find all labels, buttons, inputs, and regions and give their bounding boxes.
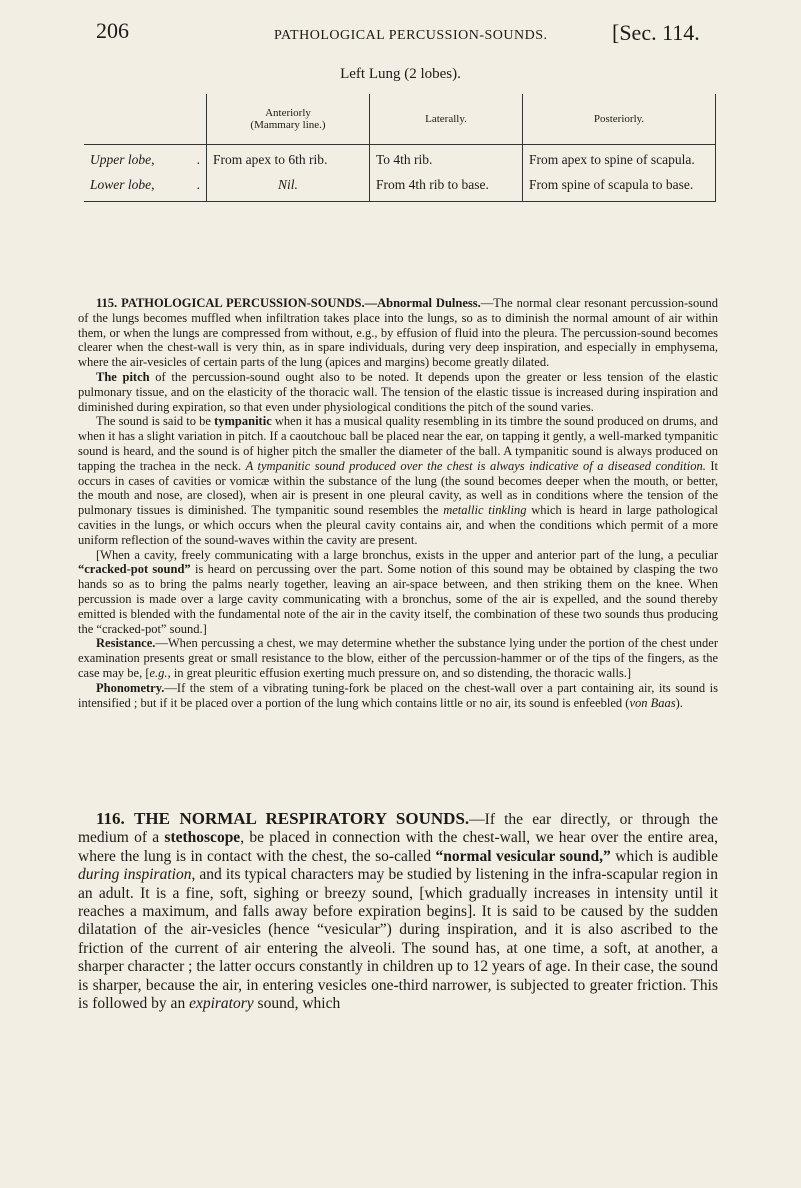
paragraph-text: The sound is said to be: [96, 414, 215, 429]
paragraph: [78, 414, 718, 547]
section-heading: 116. THE NORMAL RESPIRATORY SOUNDS.: [96, 809, 470, 828]
paragraph: [78, 681, 718, 711]
posterior-cell: From spine of scapula to base.: [523, 170, 716, 202]
italic-text: A tympanitic sound produced over the chest is always indicative of a diseased condition.: [245, 458, 706, 473]
keyword: “normal vesicular sound,”: [435, 847, 611, 865]
posterior-cell: From apex to spine of scapula.: [523, 145, 716, 171]
paragraph: [78, 296, 718, 370]
keyword: Phonometry.: [96, 680, 165, 695]
section-115-text: [78, 296, 718, 710]
keyword: “cracked-pot sound”: [78, 562, 191, 577]
lobe-dot: .: [196, 152, 200, 167]
paragraph: [78, 810, 718, 1013]
lobe-cell: [84, 145, 207, 171]
lateral-cell: From 4th rib to base.: [370, 170, 523, 202]
keyword: tympanitic: [214, 414, 272, 429]
running-title: PATHOLOGICAL PERCUSSION-SOUNDS.: [274, 28, 548, 43]
running-header: [96, 14, 716, 50]
table-header-posteriorly: Posteriorly.: [523, 94, 716, 145]
italic-text: metallic tinkling: [443, 503, 527, 518]
italic-text: von Baas: [629, 695, 676, 710]
paragraph: [78, 548, 718, 637]
section-heading: 115. PATHOLOGICAL PERCUSSION-SOUNDS.—Abnormal Dulness.: [96, 296, 481, 310]
paragraph-text: ).: [675, 695, 683, 710]
table-header-row: [84, 94, 716, 145]
paragraph-text: —When percussing a chest, we may determine whether the substance lying under the portion of the chest under examination presents great or small resistance to the blow, either of the percussion-hammer or of the tips of the fingers, as the case may be, [: [78, 636, 718, 680]
keyword: stethoscope: [164, 829, 241, 847]
lobe-dot: .: [196, 177, 200, 192]
table-title: Left Lung (2 lobes).: [340, 66, 461, 82]
table-row: [84, 145, 716, 171]
paragraph-text: —If the stem of a vibrating tuning-fork be placed on the chest-wall over a part containing air, its sound is intensified ; but if it be placed over a portion of the lung which contains little or no air, its sound is enfeebled (: [78, 680, 718, 710]
paragraph-text: of the percussion-sound ought also to be noted. It depends upon the greater or less tension of the elastic pulmonary tissue, and on the elasticity of the thoracic wall. The tension of the elastic tissue is increased during inspiration and diminished during expiration, so that even under physiological conditions the pitch of the sound varies.: [78, 369, 718, 414]
italic-text: e.g.: [149, 665, 168, 680]
section-number: [Sec. 114.: [612, 20, 700, 45]
lobe-name: Upper lobe,: [90, 152, 155, 167]
left-lung-table: [84, 94, 716, 202]
paragraph-text: , and its typical characters may be studied by listening in the infra-scapular region in an adult. It is a fine, soft, sighing or breezy sound, [which gradually increases in intensity until it reaches a maximum, and falls away before expiration begins]. It is said to be caused by the sudden dilatation of the air-vesicles (hence “vesicular”) during inspiration, and it is also ascribed to the friction of the current of air entering the alveoli. The sound has, at one time, a soft, at another, a sharper character ; the latter occurs constantly in children up to 12 years of age. In their case, the sound is sharper, because the air, in entering vesicles one-third narrower, is subjected to greater friction. This is followed by an: [78, 866, 718, 1013]
lobe-cell: [84, 170, 207, 202]
italic-text: expiratory: [189, 995, 254, 1013]
italic-text: during inspiration: [78, 866, 192, 884]
keyword: Resistance.: [96, 636, 156, 651]
table-header-laterally: Laterally.: [370, 94, 523, 145]
keyword: The pitch: [96, 369, 150, 384]
paragraph-text: which is audible: [610, 847, 718, 865]
paragraph-text: sound, which: [253, 995, 341, 1013]
paragraph-text: It occurs in cases of cavities or vomicæ within the substance of the lung (the sound becomes deeper when the mouth, or better, the mouth and nose, are closed), when air is present in one pleural cavity, as well as in conditions where the tension of the pulmonary tissues is diminished. The tympanitic sound resembles the: [78, 458, 719, 518]
paragraph-text: , be placed in connection with the chest-wall, we hear over the entire area, where the lung is in contact with the chest, the so-called: [78, 829, 718, 865]
paragraph-text: —The normal clear resonant percussion-sound of the lungs becomes muffled when infiltration takes place into the lungs, so as to diminish the normal amount of air within them, or when the lungs are compressed from without, e.g., by effusion of fluid into the pleura. The percussion-sound becomes clearer when the chest-wall is very thin, as in spare individuals, during very deep inspiration, and especially in emphysema, where the air-vesicles of certain parts of the lung (apices and margins) become greatly dilated.: [78, 296, 718, 370]
anterior-cell: From apex to 6th rib.: [207, 145, 370, 171]
paragraph: [78, 370, 718, 414]
paragraph-text: [When a cavity, freely communicating with a large bronchus, exists in the upper and anterior part of the lung, a peculiar: [96, 547, 718, 562]
paragraph: [78, 636, 718, 680]
paragraph-text: —If the ear directly, or through the medium of a: [78, 811, 718, 847]
paragraph-text: , in great pleuritic effusion exerting much pressure on, and so distending, the thoracic walls.]: [167, 665, 632, 680]
table-row: [84, 170, 716, 202]
lobe-name: Lower lobe,: [90, 177, 155, 192]
paragraph-text: is heard on percussing over the part. Some notion of this sound may be obtained by clasping the two hands so as to bring the palms nearly together, leaving an air-space between, and then striking them on the knee. When percussion is made over a large cavity communicating with a bronchus, some of the air is expelled, and the sound thereby emitted is blended with the fundamental note of the air in the cavity itself, the combination of these two sounds thus producing the “cracked-pot” sound.]: [78, 562, 718, 636]
section-116-text: [78, 810, 718, 1013]
page-number: 206: [96, 18, 129, 43]
table-header-anteriorly: Anteriorly (Mammary line.): [207, 94, 370, 145]
paragraph-text: when it has a musical quality resembling in its timbre the sound produced on drums, and when it has a slight variation in pitch. If a caoutchouc ball be placed near the ear, on tapping it gently, a well-marked tympanitic sound is heard, and the sound is of higher pitch the smaller the diameter of the ball. A tympanitic sound is always produced on tapping the trachea in the neck.: [78, 414, 718, 473]
anterior-cell: Nil.: [207, 170, 370, 202]
lateral-cell: To 4th rib.: [370, 145, 523, 171]
paragraph-text: which is heard in large pathological cavities in the lungs, or which occurs when the pleural cavity contains air, and when the conditions which permit of a more uniform reflection of the sound-waves within the cavity are present.: [78, 503, 718, 547]
table-header-empty: [84, 94, 207, 145]
